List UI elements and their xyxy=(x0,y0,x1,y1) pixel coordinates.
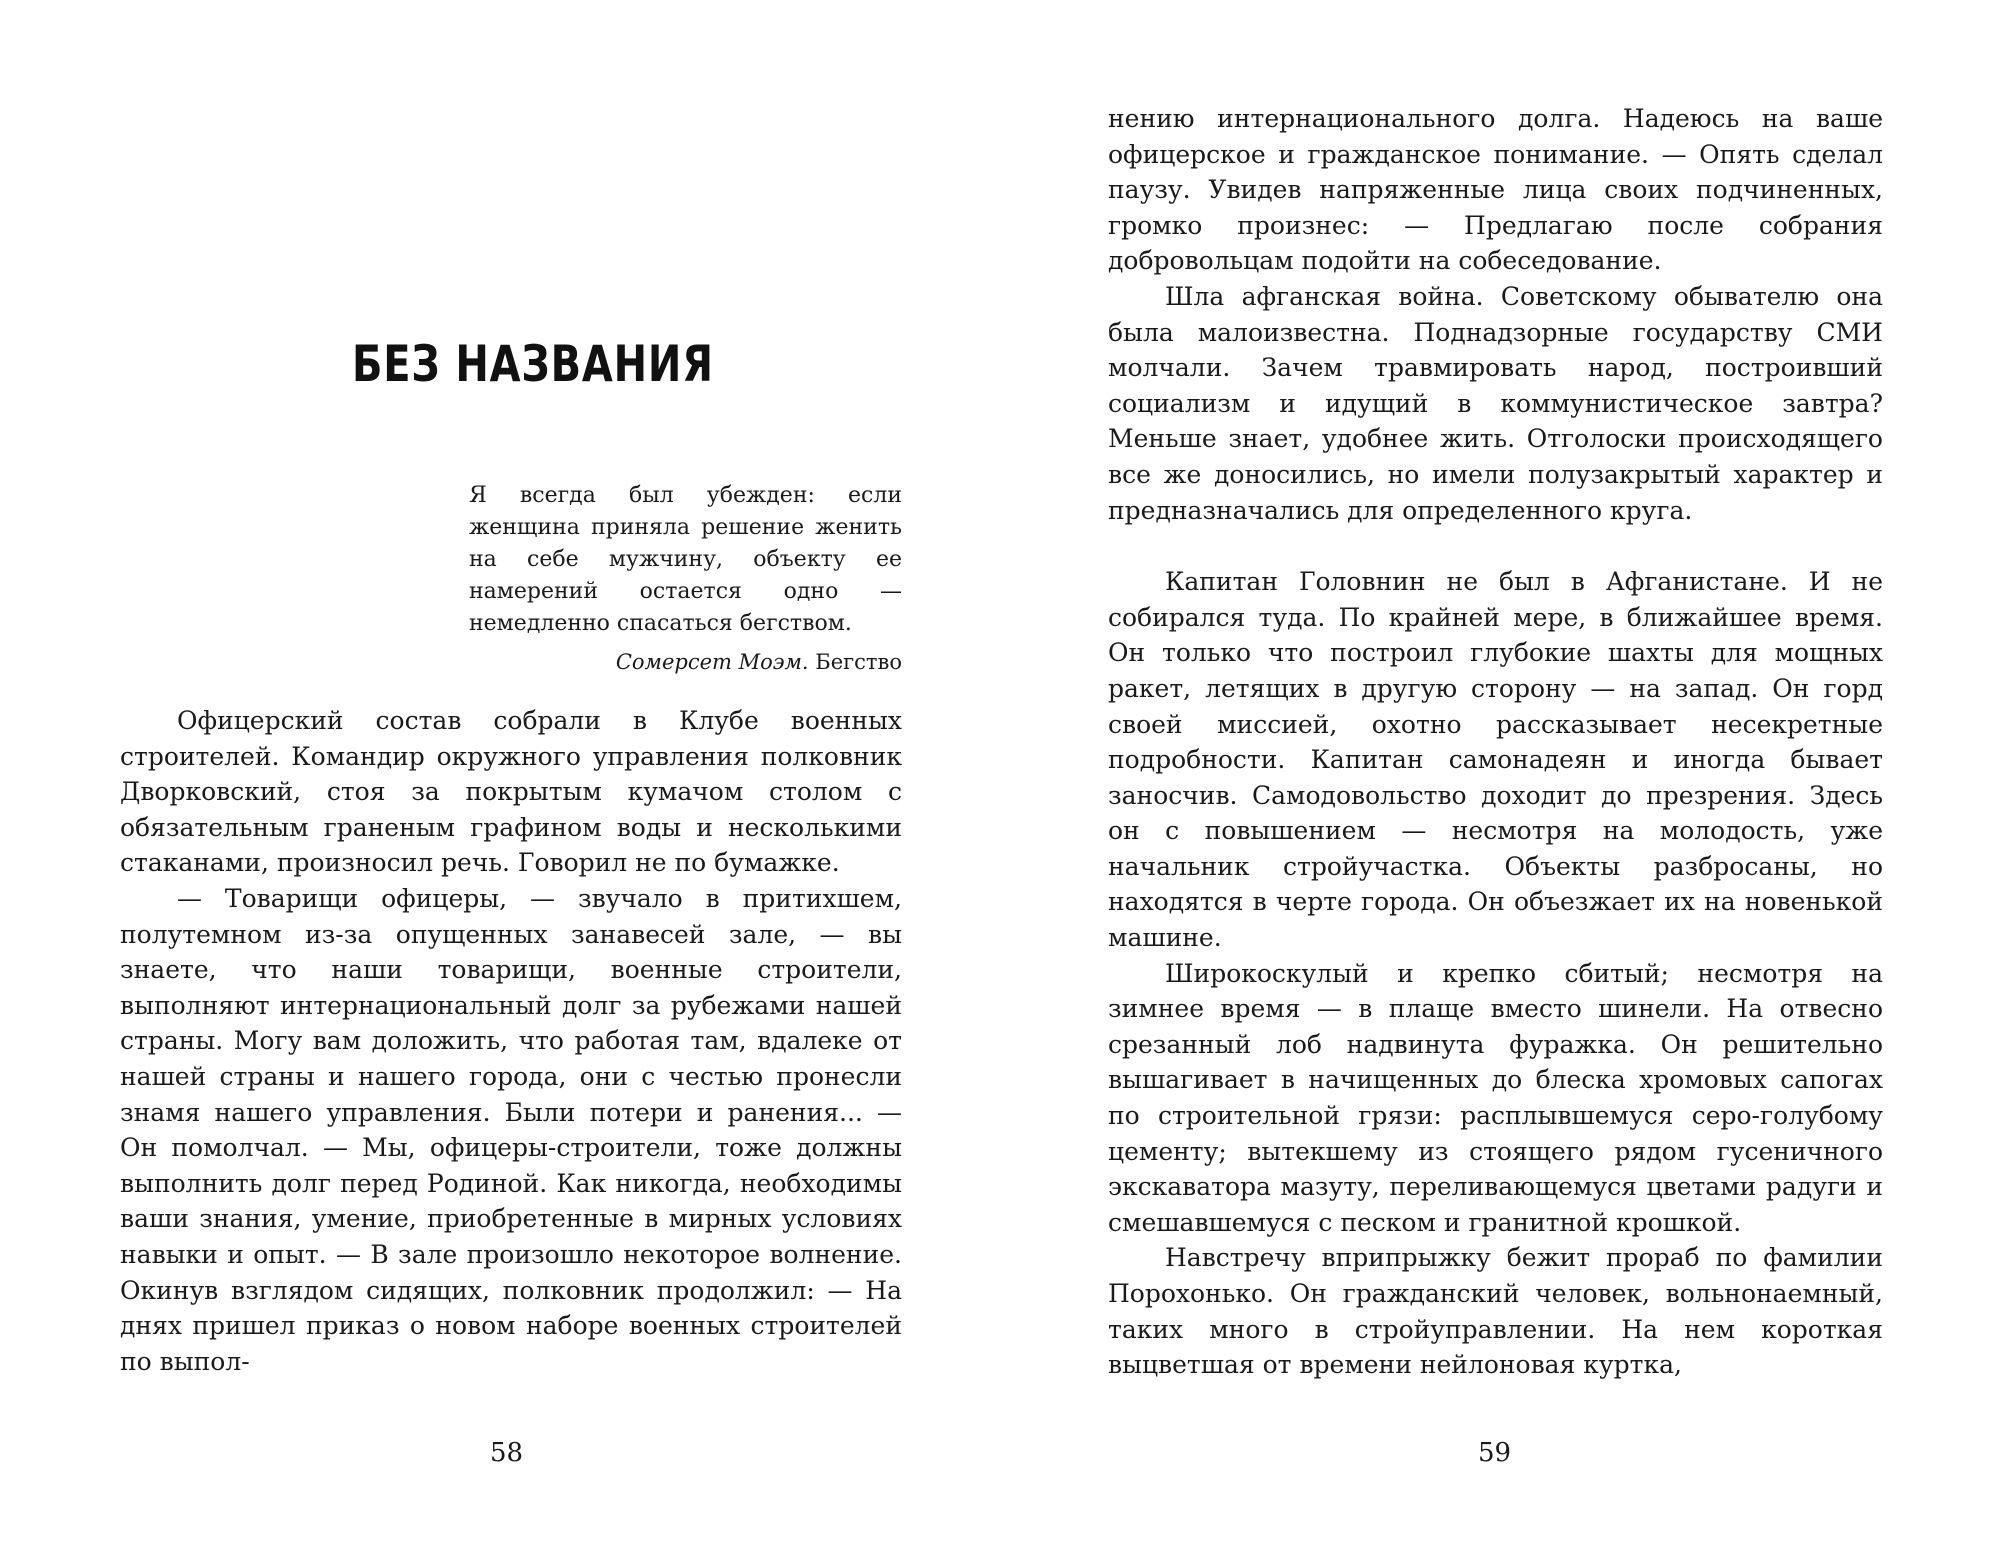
epigraph-author: Сомерсет Моэм. xyxy=(615,650,809,674)
paragraph: нению интернационального долга. Надеюсь на ваше офицерское и гражданское понимание. — Опять сделал паузу. Увидев напряженные лица своих подчиненных, громко произнес: — Предлагаю после собрания добровольцам подойти на собеседование. xyxy=(1108,104,1883,276)
paragraph: Широкоскулый и крепко сбитый; несмотря на зимнее время — в плаще вместо шинели. На отвесно срезанный лоб надвинута фуражка. Он решительно вышагивает в начищенных до блеска хромовых сапогах по строительной грязи: расплывшемуся серо-голубому цементу; вытекшему из стоящего рядом гусеничного экскаватора мазуту, переливающемуся цветами радуги и смешавшемуся с песком и гранитной крошкой. xyxy=(1108,958,1883,1237)
left-page-body xyxy=(120,703,902,1379)
chapter-title: БЕЗ НАЗВАНИЯ xyxy=(352,335,714,393)
page-number: 58 xyxy=(490,1438,524,1468)
epigraph-text: Я всегда был убежден: если женщина приняла решение женить на себе мужчину, объекту ее намерений остается одно — немедленно спасаться бегством. xyxy=(469,483,902,636)
paragraph: Шла афганская война. Советскому обывателю она была малоизвестна. Поднадзорные государству СМИ молчали. Зачем травмировать народ, построивший социализм и идущий в коммунистическое завтра? Меньше знает, удобнее жить. Отголоски происходящего все же доносились, но имели полузакрытый характер и предназначались для определенного круга. xyxy=(1108,281,1883,525)
section-break xyxy=(1108,528,1883,564)
epigraph-work: Бегство xyxy=(815,650,902,674)
epigraph xyxy=(469,480,902,678)
paragraph: — Товарищи офицеры, — звучало в притихшем, полутемном из-за опущенных занавесей зале, — вы знаете, что наши товарищи, военные строители, выполняют интернациональный долг за рубежами нашей страны. Могу вам доложить, что работая там, вдалеке от нашей страны и нашего города, они с честью пронесли знамя нашего управления. Были потери и ранения... — Он помолчал. — Мы, офицеры-строители, тоже должны выполнить долг перед Родиной. Как никогда, необходимы ваши знания, умение, приобретенные в мирных условиях навыки и опыт. — В зале произошло некоторое волнение. Окинув взглядом сидящих, полковник продолжил: — На днях пришел приказ о новом наборе военных строителей по выпол- xyxy=(120,883,902,1376)
page-number: 59 xyxy=(1478,1438,1512,1468)
paragraph: Офицерский состав собрали в Клубе военных строителей. Командир окружного управления полковник Дворковский, стоя за покрытым кумачом столом с обязательным граненым графином воды и несколькими стаканами, произносил речь. Говорил не по бумажке. xyxy=(120,706,902,878)
right-page-body xyxy=(1108,101,1883,1383)
epigraph-source xyxy=(469,646,902,678)
paragraph: Капитан Головнин не был в Афганистане. И не собирался туда. По крайней мере, в ближайшее время. Он только что построил глубокие шахты для мощных ракет, летящих в другую сторону — на запад. Он горд своей миссией, охотно рассказывает несекретные подробности. Капитан самонадеян и иногда бывает заносчив. Самодовольство доходит до презрения. Здесь он с повышением — несмотря на молодость, уже начальник стройучастка. Объекты разбросаны, но находятся в черте города. Он объезжает их на новенькой машине. xyxy=(1108,567,1883,953)
right-page xyxy=(1108,0,1883,1543)
left-page xyxy=(120,0,902,1543)
paragraph: Навстречу вприпрыжку бежит прораб по фамилии Порохонько. Он гражданский человек, вольнонаемный, таких много в стройуправлении. На нем короткая выцветшая от времени нейлоновая куртка, xyxy=(1108,1243,1883,1380)
